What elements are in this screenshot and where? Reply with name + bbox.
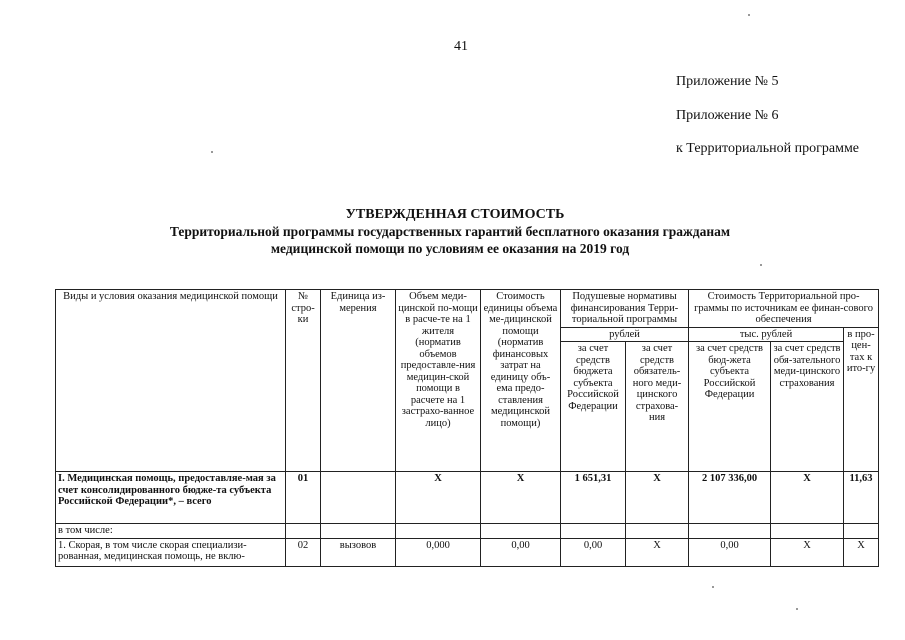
header-care-type: Виды и условия оказания медицинской помощи — [56, 290, 286, 472]
header-norm-budget: за счет средств бюджета субъекта Российской Федерации — [561, 342, 626, 472]
row-cost-oms: X — [771, 472, 844, 524]
row-number — [286, 524, 321, 539]
row-unit-cost: 0,00 — [481, 538, 561, 566]
table-row — [56, 524, 879, 539]
row-volume: X — [396, 472, 481, 524]
row-volume — [396, 524, 481, 539]
row-percent — [844, 524, 879, 539]
header-norm-oms: за счет средств обязатель-ного меди-цинского страхова-ния — [626, 342, 689, 472]
row-cost-budget — [689, 524, 771, 539]
annex-reference: к Территориальной программе — [676, 141, 860, 156]
header-percent: в про-цен-тах к ито-гу — [844, 327, 879, 472]
row-norm-budget — [561, 524, 626, 539]
scan-speck — [748, 14, 750, 16]
header-row-number: № стро-ки — [286, 290, 321, 472]
header-per-capita-norms: Подушевые нормативы финансирования Терри-ториальной программы — [561, 290, 689, 328]
header-cost-oms: за счет средств обя-зательного меди-цинского страхования — [771, 342, 844, 472]
title-heading: УТВЕРЖДЕННАЯ СТОИМОСТЬ — [345, 207, 565, 222]
row-name: в том числе: — [56, 524, 286, 539]
row-unit — [321, 472, 396, 524]
row-cost-oms — [771, 524, 844, 539]
document-title — [70, 206, 830, 257]
row-cost-budget: 0,00 — [689, 538, 771, 566]
row-unit-cost — [481, 524, 561, 539]
row-unit: вызовов — [321, 538, 396, 566]
row-norm-budget: 0,00 — [561, 538, 626, 566]
scan-speck — [211, 151, 213, 153]
row-number: 01 — [286, 472, 321, 524]
row-norm-oms: X — [626, 472, 689, 524]
annex-label-6: Приложение № 6 — [676, 108, 779, 123]
header-rubles: рублей — [561, 327, 689, 342]
title-subheading-1: Территориальной программы государственных гарантий бесплатного оказания гражданам — [169, 224, 731, 239]
row-norm-oms — [626, 524, 689, 539]
cost-table — [55, 289, 879, 567]
row-cost-oms: X — [771, 538, 844, 566]
page-number: 41 — [454, 39, 468, 54]
row-unit — [321, 524, 396, 539]
scan-speck — [796, 608, 798, 610]
row-percent: X — [844, 538, 879, 566]
header-unit: Единица из-мерения — [321, 290, 396, 472]
table-row — [56, 538, 879, 566]
scan-speck — [712, 586, 714, 588]
row-norm-oms: X — [626, 538, 689, 566]
row-percent: 11,63 — [844, 472, 879, 524]
row-norm-budget: 1 651,31 — [561, 472, 626, 524]
row-number: 02 — [286, 538, 321, 566]
header-program-cost: Стоимость Территориальной про-граммы по источникам ее финан-сового обеспечения — [689, 290, 879, 328]
row-name: I. Медицинская помощь, предоставляе-мая за счет консолидированного бюдже-та субъекта Российской Федерации*, – всего — [56, 472, 286, 524]
scan-speck — [760, 264, 762, 266]
row-volume: 0,000 — [396, 538, 481, 566]
header-thousand-rubles: тыс. рублей — [689, 327, 844, 342]
table-row — [56, 472, 879, 524]
header-unit-cost: Стоимость единицы объема ме-дицинской помощи (норматив финансовых затрат на единицу объ-ема предо-ставления медицинской помощи) — [481, 290, 561, 472]
row-unit-cost: X — [481, 472, 561, 524]
title-subheading-2: медицинской помощи по условиям ее оказания на 2019 год — [270, 241, 630, 256]
annex-label-5: Приложение № 5 — [676, 74, 779, 89]
row-cost-budget: 2 107 336,00 — [689, 472, 771, 524]
header-volume: Объем меди-цинской по-мощи в расче-те на 1 жителя (норматив объемов предоставле-ния медицин-ской помощи в расчете на 1 застрахо-ванное лицо) — [396, 290, 481, 472]
header-cost-budget: за счет средств бюд-жета субъекта Российской Федерации — [689, 342, 771, 472]
row-name: 1. Скорая, в том числе скорая специализи-рованная, медицинская помощь, не вклю- — [56, 538, 286, 566]
